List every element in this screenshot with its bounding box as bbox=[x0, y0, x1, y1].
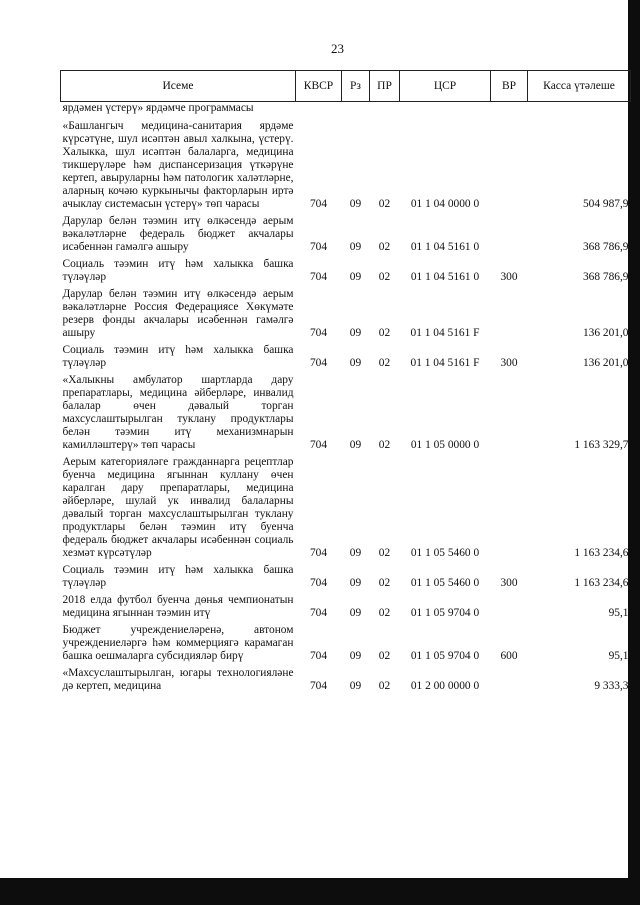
row-pr: 02 bbox=[378, 577, 391, 589]
row-kvsr bbox=[296, 102, 342, 116]
row-name: 2018 елда футбол буенча дөнья чемпионатын медицина ягыннан тәэмин итү bbox=[62, 594, 294, 619]
row-kvsr: 704 bbox=[309, 198, 328, 210]
table-row bbox=[61, 590, 631, 620]
row-kassa: 95,1 bbox=[608, 607, 629, 619]
row-name: Дарулар белән тәэмин итү өлкәсендә аерым вәкаләтләрне Россия Федерациясе Хөкүмәте резерв фонды акчалары исәбеннән гамәлгә ашыру bbox=[62, 288, 294, 339]
row-name: Дарулар белән тәэмин итү өлкәсендә аерым вәкаләтләрне федераль бюджет акчалары исәбеннән гамәлгә ашыру bbox=[62, 215, 294, 253]
table-row bbox=[61, 115, 631, 211]
row-pr: 02 bbox=[378, 327, 391, 339]
row-pr: 02 bbox=[378, 271, 391, 283]
table-row bbox=[61, 452, 631, 560]
row-csr: 01 2 00 0000 0 bbox=[410, 680, 480, 692]
row-vr: 300 bbox=[500, 357, 518, 369]
row-kvsr: 704 bbox=[309, 680, 328, 692]
row-kvsr: 704 bbox=[309, 650, 328, 662]
row-csr: 01 1 04 5161 F bbox=[410, 327, 480, 339]
table-row bbox=[61, 560, 631, 590]
row-name: Аерым категорияләге гражданнарга рецептлар буенча медицина ягыннан куллану өчен каралган дару препаратлары, медицина әйберләре, шулай ук инвалид балаларны дәвалый торган махсуслаштырылган туклану продуктлары белән тәэмин итү буенча федераль бюджет акчалары исәбеннән социаль хезмәт күрсәтүләр bbox=[62, 456, 294, 559]
row-kassa: 1 163 329,7 bbox=[574, 439, 629, 451]
row-kvsr: 704 bbox=[309, 327, 328, 339]
row-pr: 02 bbox=[378, 547, 391, 559]
row-csr bbox=[400, 102, 491, 116]
row-csr: 01 1 05 5460 0 bbox=[410, 577, 480, 589]
row-vr bbox=[491, 284, 528, 340]
row-name: «Халыкны амбулатор шартларда дару препаратлары, медицина әйберләре, инвалид балалар өчен дәвалый торган махсуслаштырылган туклану продуктлары белән тәэмин итү механизмнарын камилләштерү» төп чарасы bbox=[62, 374, 294, 451]
row-kassa: 95,1 bbox=[608, 650, 629, 662]
row-kassa: 1 163 234,6 bbox=[574, 547, 629, 559]
row-kassa: 1 163 234,6 bbox=[574, 577, 629, 589]
row-vr bbox=[491, 102, 528, 116]
row-pr: 02 bbox=[378, 650, 391, 662]
table-row bbox=[61, 102, 631, 116]
header-csr: ЦСР bbox=[400, 71, 491, 102]
header-rz: Рз bbox=[342, 71, 370, 102]
header-kassa: Касса үтәлеше bbox=[528, 71, 631, 102]
row-pr bbox=[370, 102, 400, 116]
row-kassa: 136 201,0 bbox=[582, 327, 629, 339]
row-pr: 02 bbox=[378, 357, 391, 369]
row-vr bbox=[491, 663, 528, 693]
row-rz: 09 bbox=[349, 198, 362, 210]
row-vr: 600 bbox=[500, 650, 518, 662]
row-rz: 09 bbox=[349, 357, 362, 369]
row-kvsr: 704 bbox=[309, 241, 328, 253]
row-rz: 09 bbox=[349, 241, 362, 253]
header-kvsr: КВСР bbox=[296, 71, 342, 102]
row-csr: 01 1 05 0000 0 bbox=[410, 439, 480, 451]
header-vr: ВР bbox=[491, 71, 528, 102]
row-kvsr: 704 bbox=[309, 357, 328, 369]
row-name: «Башлангыч медицина-санитария ярдәме күрсәтүне, шул исәптән авыл халкына, үстерү. Халыкка, шул исәптән балаларга, медицина тикшерүләре һәм диспансеризация үткәрүне кертеп, авыруларны һәм патологик халәтләрне, аларның кочәю куркынычы факторларын иртә ачыклау системасын үстерү» төп чарасы bbox=[62, 120, 294, 210]
row-kassa bbox=[528, 102, 631, 116]
header-pr: ПР bbox=[370, 71, 400, 102]
row-pr: 02 bbox=[378, 241, 391, 253]
row-name: «Махсуслаштырылган, югары технологияләне дә кертеп, медицина bbox=[62, 667, 294, 692]
header-name: Исеме bbox=[61, 71, 296, 102]
row-vr bbox=[491, 452, 528, 560]
row-kvsr: 704 bbox=[309, 271, 328, 283]
row-vr bbox=[491, 590, 528, 620]
row-name: ярдәмен үстерү» ярдәмче программасы bbox=[62, 102, 254, 114]
row-name: Бюджет учреждениеләренә, автоном учреждениеләргә һәм коммерциягә карамаган башка оешмаларга субсидияләр бирү bbox=[62, 624, 294, 662]
row-rz bbox=[342, 102, 370, 116]
row-rz: 09 bbox=[349, 439, 362, 451]
table-header-row bbox=[61, 71, 631, 102]
row-pr: 02 bbox=[378, 198, 391, 210]
row-kvsr: 704 bbox=[309, 607, 328, 619]
row-vr: 300 bbox=[500, 271, 518, 283]
table-row bbox=[61, 340, 631, 370]
row-rz: 09 bbox=[349, 547, 362, 559]
row-pr: 02 bbox=[378, 607, 391, 619]
scan-border-bottom bbox=[0, 878, 640, 905]
row-csr: 01 1 04 5161 0 bbox=[410, 271, 480, 283]
row-rz: 09 bbox=[349, 650, 362, 662]
row-csr: 01 1 05 9704 0 bbox=[410, 607, 480, 619]
row-rz: 09 bbox=[349, 577, 362, 589]
table-row bbox=[61, 254, 631, 284]
row-pr: 02 bbox=[378, 439, 391, 451]
budget-table bbox=[60, 70, 631, 693]
row-name: Социаль тәэмин итү һәм халыкка башка түләүләр bbox=[62, 344, 294, 369]
row-kvsr: 704 bbox=[309, 577, 328, 589]
row-csr: 01 1 04 0000 0 bbox=[410, 198, 480, 210]
table-row bbox=[61, 620, 631, 663]
page-number: 23 bbox=[331, 41, 344, 56]
row-kassa: 368 786,9 bbox=[582, 271, 629, 283]
row-vr bbox=[491, 370, 528, 452]
row-kassa: 504 987,9 bbox=[582, 198, 629, 210]
table-row bbox=[61, 663, 631, 693]
row-vr bbox=[491, 211, 528, 254]
row-name: Социаль тәэмин итү һәм халыкка башка түләүләр bbox=[62, 258, 294, 283]
row-kassa: 9 333,3 bbox=[594, 680, 629, 692]
row-csr: 01 1 04 5161 0 bbox=[410, 241, 480, 253]
row-csr: 01 1 05 5460 0 bbox=[410, 547, 480, 559]
row-csr: 01 1 05 9704 0 bbox=[410, 650, 480, 662]
row-rz: 09 bbox=[349, 607, 362, 619]
row-rz: 09 bbox=[349, 271, 362, 283]
table-row bbox=[61, 211, 631, 254]
row-rz: 09 bbox=[349, 327, 362, 339]
row-kassa: 136 201,0 bbox=[582, 357, 629, 369]
row-rz: 09 bbox=[349, 680, 362, 692]
row-kvsr: 704 bbox=[309, 547, 328, 559]
row-vr: 300 bbox=[500, 577, 518, 589]
table-row bbox=[61, 284, 631, 340]
row-kvsr: 704 bbox=[309, 439, 328, 451]
row-kassa: 368 786,9 bbox=[582, 241, 629, 253]
row-pr: 02 bbox=[378, 680, 391, 692]
row-csr: 01 1 04 5161 F bbox=[410, 357, 480, 369]
row-vr bbox=[491, 115, 528, 211]
row-name: Социаль тәэмин итү һәм халыкка башка түләүләр bbox=[62, 564, 294, 589]
table-row bbox=[61, 370, 631, 452]
